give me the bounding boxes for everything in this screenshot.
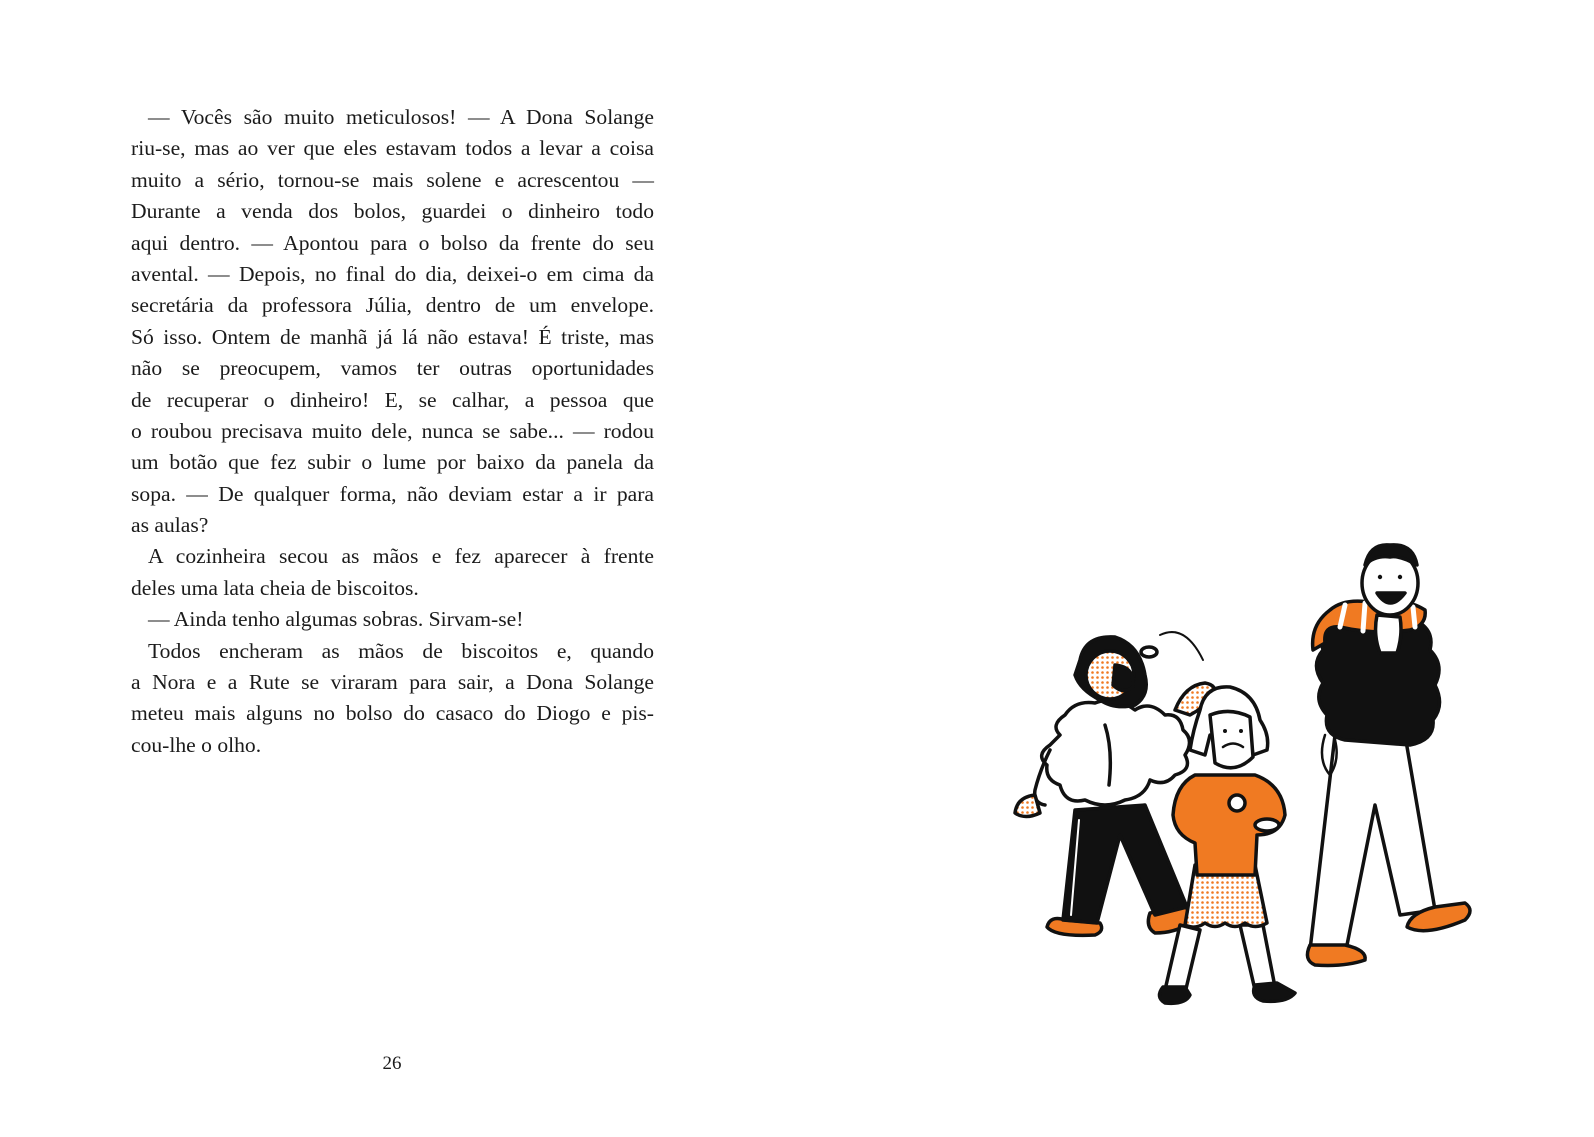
text-line: aqui dentro. — Apontou para o bolso da frente do seu [131,230,654,255]
text-line: — Vocês são muito meticulosos! — A Dona Solange [148,105,654,129]
text-line: o roubou precisava muito dele, nunca se sabe... — rodou [131,418,654,443]
text-line: um botão que fez subir o lume por baixo da panela da [131,450,654,475]
text-line: deles uma lata cheia de biscoitos. [131,575,419,600]
text-line: Todos encheram as mãos de biscoitos e, quando [148,638,654,663]
text-line: muito a sério, tornou-se mais solene e acrescentou — [131,167,654,192]
text-line: Durante a venda dos bolos, guardei o dinheiro todo [131,199,654,224]
children-illustration [1005,535,1485,1020]
text-line: riu-se, mas ao ver que eles estavam todos a levar a coisa [131,136,654,161]
page-number: 26 [382,1053,402,1074]
text-line: a Nora e a Rute se viraram para sair, a Dona Solange [131,670,654,695]
text-line: — Ainda tenho algumas sobras. Sirvam-se! [148,607,524,632]
text-line: cou-lhe o olho. [131,732,262,757]
text-line: meteu mais alguns no bolso do casaco do Diogo e pis- [131,701,654,726]
text-line: avental. — Depois, no final do dia, deixei-o em cima da [131,261,654,286]
text-line: A cozinheira secou as mãos e fez aparecer à frente [148,544,654,569]
text-line: de recuperar o dinheiro! E, se calhar, a pessoa que [131,387,654,412]
text-line: secretária da professora Júlia, dentro de um envelope. [131,293,654,318]
body-text [131,102,654,761]
text-line: sopa. — De qualquer forma, não deviam estar a ir para [131,481,654,506]
text-line: Só isso. Ontem de manhã já lá não estava! É triste, mas [131,324,654,349]
text-line: não se preocupem, vamos ter outras oportunidades [131,356,654,381]
boy-right-figure [1307,545,1470,966]
text-line: as aulas? [131,513,209,538]
